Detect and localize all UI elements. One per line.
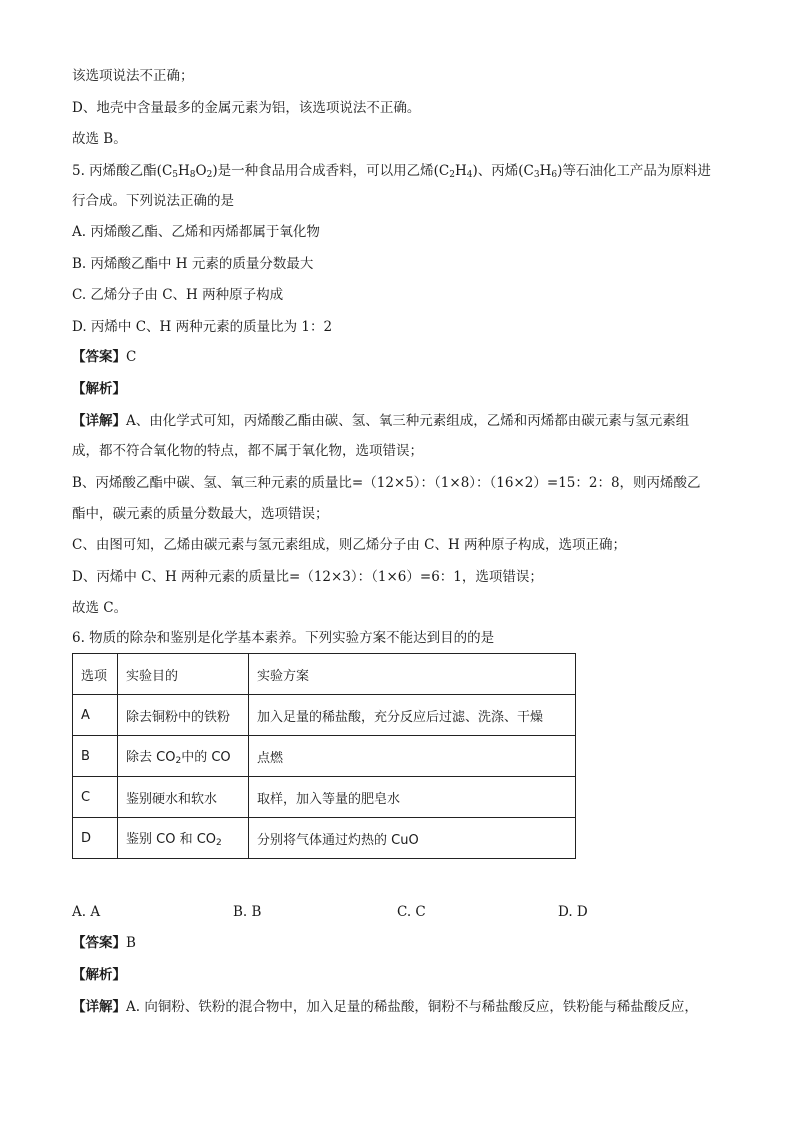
detail-label: 【详解】 (72, 413, 126, 429)
answer-line (72, 933, 136, 953)
choice-d: D. D (558, 904, 588, 920)
option-b: B. 丙烯酸乙酯中 H 元素的质量分数最大 (72, 256, 314, 272)
table-cell: 除去 $CO_2$中的 CO (118, 736, 249, 777)
table-header-row (73, 654, 576, 695)
table-cell: 取样，加入等量的肥皂水 (249, 777, 576, 818)
choice-a: A. A (72, 904, 101, 920)
table-cell: 除去铜粉中的铁粉 (118, 695, 249, 736)
table-cell: D (73, 818, 118, 859)
table-row (73, 818, 576, 859)
analysis-label: 【解析】 (72, 967, 126, 983)
table-cell: C (73, 777, 118, 818)
header-cell: 实验方案 (249, 654, 576, 695)
table-row (73, 777, 576, 818)
header-cell: 实验目的 (118, 654, 249, 695)
option-c: C. 乙烯分子由 C、H 两种原子构成 (72, 287, 284, 303)
table-cell: 加入足量的稀盐酸，充分反应后过滤、洗涤、干燥 (249, 695, 576, 736)
table-cell: 鉴别 CO 和 $CO_2$ (118, 818, 249, 859)
answer-choices (0, 902, 794, 922)
detail-label: 【详解】 (72, 999, 126, 1015)
table-cell: 鉴别硬水和软水 (118, 777, 249, 818)
text-line: 行合成。下列说法正确的是 (72, 193, 234, 209)
table-cell: B (73, 736, 118, 777)
text-line: 故选 B。 (72, 131, 127, 147)
table-cell: A (73, 695, 118, 736)
table-cell: 点燃 (249, 736, 576, 777)
analysis-label: 【解析】 (72, 381, 126, 397)
answer-line (72, 347, 136, 367)
option-a: A. 丙烯酸乙酯、乙烯和丙烯都属于氧化物 (72, 224, 320, 240)
text-line: 成，都不符合氧化物的特点，都不属于氧化物，选项错误； (72, 443, 423, 459)
choice-b: B. B (233, 904, 262, 920)
text-line: B、丙烯酸乙酯中碳、氢、氧三种元素的质量比=（12×5）：（1×8）：（16×2）=15：2：8，则丙烯酸乙 (72, 475, 701, 491)
text-line: 酯中，碳元素的质量分数最大，选项错误； (72, 506, 329, 522)
question-6-stem: 6. 物质的除杂和鉴别是化学基本素养。下列实验方案不能达到目的的是 (72, 630, 495, 646)
option-d: D. 丙烯中 C、H 两种元素的质量比为 1：2 (72, 319, 333, 335)
text-line: D、丙烯中 C、H 两种元素的质量比=（12×3）：（1×6）=6：1，选项错误； (72, 569, 543, 585)
answer-value: B (126, 935, 136, 951)
answer-value: C (126, 349, 137, 365)
experiment-table (72, 653, 576, 859)
text-line: D、地壳中含量最多的金属元素为铝，该选项说法不正确。 (72, 100, 421, 116)
table-row (73, 695, 576, 736)
header-cell: 选项 (73, 654, 118, 695)
detail-line: 【详解】A. 向铜粉、铁粉的混合物中，加入足量的稀盐酸，铜粉不与稀盐酸反应，铁粉能与稀盐酸反应， (72, 999, 698, 1015)
table-row (73, 736, 576, 777)
choice-c: C. C (397, 904, 426, 920)
answer-label: 【答案】 (72, 349, 126, 365)
answer-label: 【答案】 (72, 935, 126, 951)
detail-line: 【详解】A、由化学式可知，丙烯酸乙酯由碳、氢、氧三种元素组成，乙烯和丙烯都由碳元素与氢元素组 (72, 413, 690, 429)
text-line: 该选项说法不正确； (72, 68, 194, 84)
text-line: C、由图可知，乙烯由碳元素与氢元素组成，则乙烯分子由 C、H 两种原子构成，选项正确； (72, 537, 627, 553)
text-line: 故选 C。 (72, 600, 128, 616)
question-5-stem: 5. 丙烯酸乙酯$(C_5H_8O_2)$是一种食品用合成香料，可以用乙烯$(C_2H_4)$、丙烯$(C_3H_6)$等石油化工产品为原料进 (72, 163, 711, 180)
table-cell: 分别将气体通过灼热的 CuO (249, 818, 576, 859)
